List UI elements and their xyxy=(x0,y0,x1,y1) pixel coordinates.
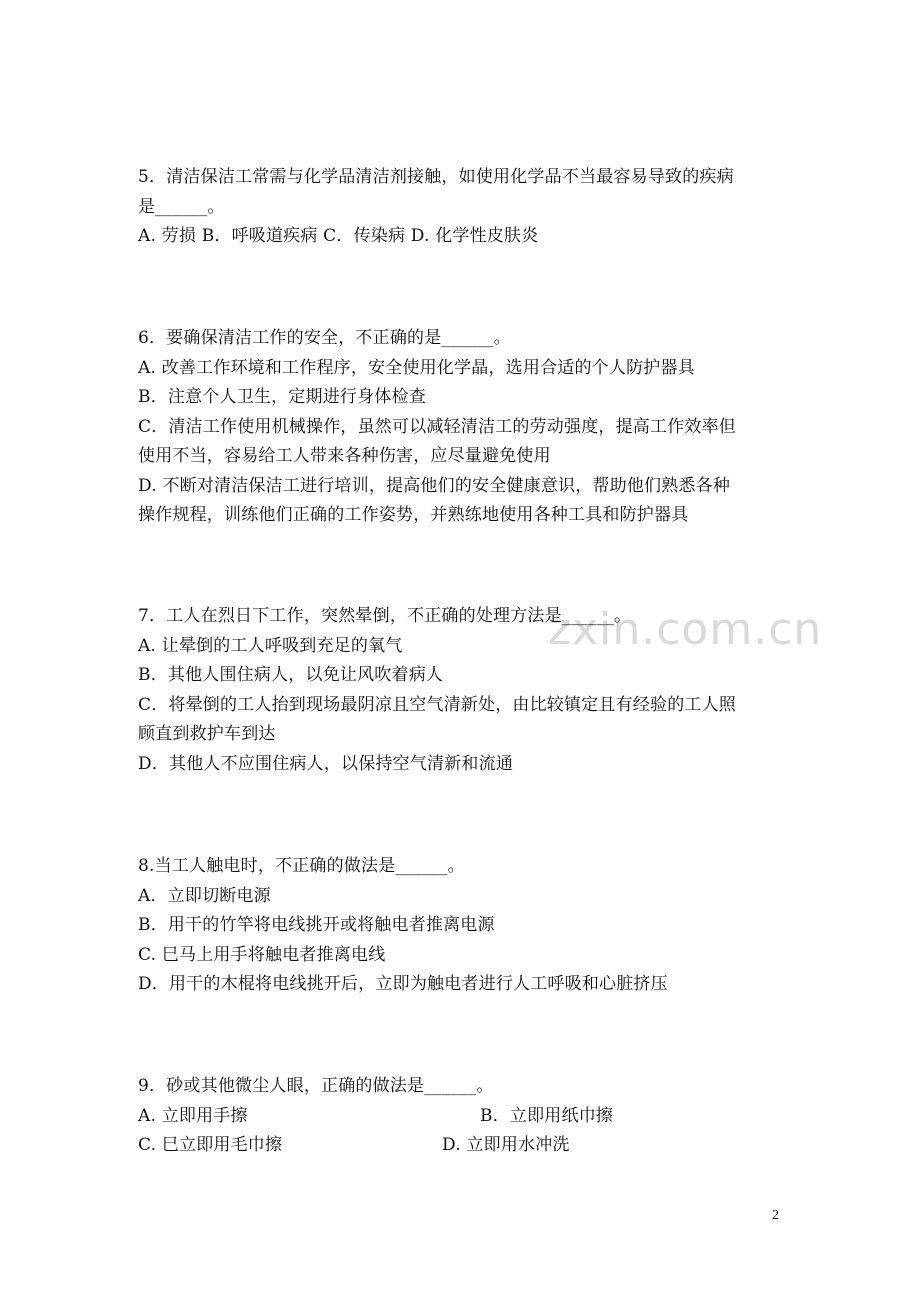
question-6-option-d-line-2: 操作规程，训练他们正确的工作姿势，并熟练地使用各种工具和防护器具 xyxy=(138,505,689,525)
question-8-option-a: A．立即切断电源 xyxy=(138,885,271,906)
question-7-stem: 7．工人在烈日下工作，突然晕倒，不正确的处理方法是______。 xyxy=(138,606,632,626)
question-6-option-d-line-1: D. 不断对清洁保洁工进行培训，提高他们的安全健康意识，帮助他们熟悉各种 xyxy=(138,475,731,496)
question-8-option-c: C. 巳马上用手将触电者推离电线 xyxy=(138,944,386,965)
question-7-option-c-line-1: C．将晕倒的工人抬到现场最阴凉且空气清新处，由比较镇定且有经验的工人照 xyxy=(138,694,737,715)
question-8-option-d: D．用干的木棍将电线挑开后，立即为触电者进行人工呼吸和心脏挤压 xyxy=(138,974,668,994)
question-5-stem-line-2: 是______。 xyxy=(138,196,225,217)
question-6-option-c-line-1: C．清洁工作使用机械操作，虽然可以减轻清洁工的劳动强度，提高工作效率但 xyxy=(138,416,737,437)
question-6-option-c-line-2: 使用不当，容易给工人带来各种伤害，应尽量避免使用 xyxy=(138,446,551,466)
question-9-option-d: D. 立即用水冲洗 xyxy=(442,1135,570,1155)
question-7-option-d: D．其他人不应围住病人，以保持空气清新和流通 xyxy=(138,753,514,774)
question-5-stem-line-1: 5．清洁保洁工常需与化学品清洁剂接触，如使用化学品不当最容易导致的疾病 xyxy=(138,167,734,187)
question-7-option-c-line-2: 顾直到救护车到达 xyxy=(138,724,276,744)
question-9-option-a: A. 立即用手擦 xyxy=(138,1105,248,1126)
question-9-option-c: C. 巳立即用毛巾擦 xyxy=(138,1135,283,1155)
question-9-stem: 9．砂或其他微尘人眼，正确的做法是______。 xyxy=(138,1076,494,1096)
question-7-option-a: A. 让晕倒的工人呼吸到充足的氧气 xyxy=(138,635,403,656)
question-7-option-b: B．其他人围住病人，以免让风吹着病人 xyxy=(138,665,444,685)
question-5 xyxy=(138,163,788,252)
question-6-option-b: B．注意个人卫生，定期进行身体检查 xyxy=(138,387,426,407)
question-9-option-b: B．立即用纸巾擦 xyxy=(480,1105,614,1126)
question-9 xyxy=(138,1072,788,1161)
question-5-options: A. 劳损 B．呼吸道疾病 C．传染病 D. 化学性皮肤炎 xyxy=(138,226,539,246)
question-8-option-b: B．用干的竹竿将电线挑开或将触电者推离电源 xyxy=(138,915,495,935)
question-6-option-a: A. 改善工作环境和工作程序，安全使用化学晶，选用合适的个人防护器具 xyxy=(138,357,695,378)
question-9-options-row-1 xyxy=(138,1102,788,1132)
question-6-stem: 6．要确保清洁工作的安全，不正确的是______。 xyxy=(138,328,511,348)
question-7 xyxy=(138,602,788,779)
question-8 xyxy=(138,852,788,1000)
page-number: 2 xyxy=(772,1208,779,1223)
question-8-stem: 8.当工人触电时，不正确的做法是______。 xyxy=(138,856,465,876)
question-6 xyxy=(138,324,788,531)
watermark: zxin.com.cn xyxy=(548,604,823,655)
question-9-options-row-2 xyxy=(138,1131,788,1161)
